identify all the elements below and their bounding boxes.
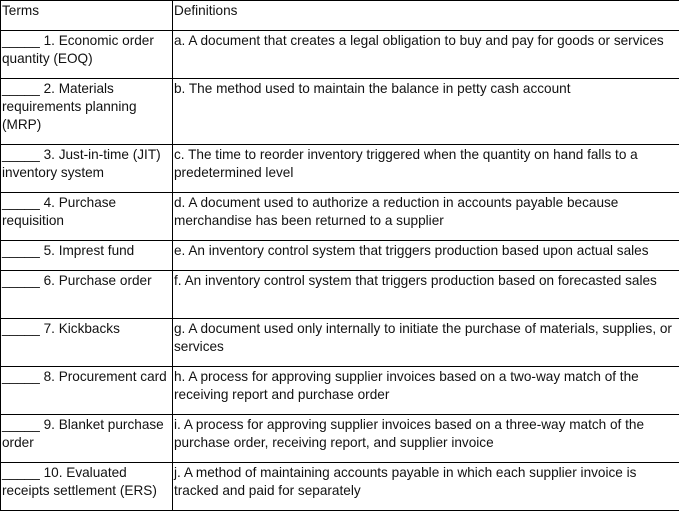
term-cell: _____ 7. Kickbacks [1,319,173,367]
table-row [1,31,679,79]
definition-cell: a. A document that creates a legal obligation to buy and pay for goods or services [173,31,679,79]
term-cell: _____ 3. Just-in-time (JIT) inventory system [1,145,173,193]
table-row [1,463,679,511]
definition-cell: f. An inventory control system that triggers production based on forecasted sales [173,271,679,319]
term-cell: _____ 6. Purchase order [1,271,173,319]
definition-cell: i. A process for approving supplier invoices based on a three-way match of the purchase order, receiving report, and supplier invoice [173,415,679,463]
definition-cell: d. A document used to authorize a reduction in accounts payable because merchandise has been returned to a supplier [173,193,679,241]
definition-cell: b. The method used to maintain the balance in petty cash account [173,79,679,145]
header-row [1,1,679,31]
definition-cell: c. The time to reorder inventory triggered when the quantity on hand falls to a predetermined level [173,145,679,193]
definition-cell: g. A document used only internally to initiate the purchase of materials, supplies, or services [173,319,679,367]
definition-cell: e. An inventory control system that triggers production based upon actual sales [173,241,679,271]
term-cell: _____ 5. Imprest fund [1,241,173,271]
terms-header: Terms [1,1,173,31]
term-cell: _____ 8. Procurement card [1,367,173,415]
table-row [1,415,679,463]
term-cell: _____ 10. Evaluated receipts settlement (ERS) [1,463,173,511]
table-row [1,193,679,241]
term-cell: _____ 1. Economic order quantity (EOQ) [1,31,173,79]
table-row [1,241,679,271]
table-row [1,145,679,193]
term-cell: _____ 9. Blanket purchase order [1,415,173,463]
table-row [1,319,679,367]
definition-cell: j. A method of maintaining accounts payable in which each supplier invoice is tracked and paid for separately [173,463,679,511]
table-row [1,79,679,145]
term-cell: _____ 4. Purchase requisition [1,193,173,241]
definition-cell: h. A process for approving supplier invoices based on a two-way match of the receiving report and purchase order [173,367,679,415]
term-cell: _____ 2. Materials requirements planning (MRP) [1,79,173,145]
table-row [1,367,679,415]
table-row [1,271,679,319]
definitions-header: Definitions [173,1,679,31]
